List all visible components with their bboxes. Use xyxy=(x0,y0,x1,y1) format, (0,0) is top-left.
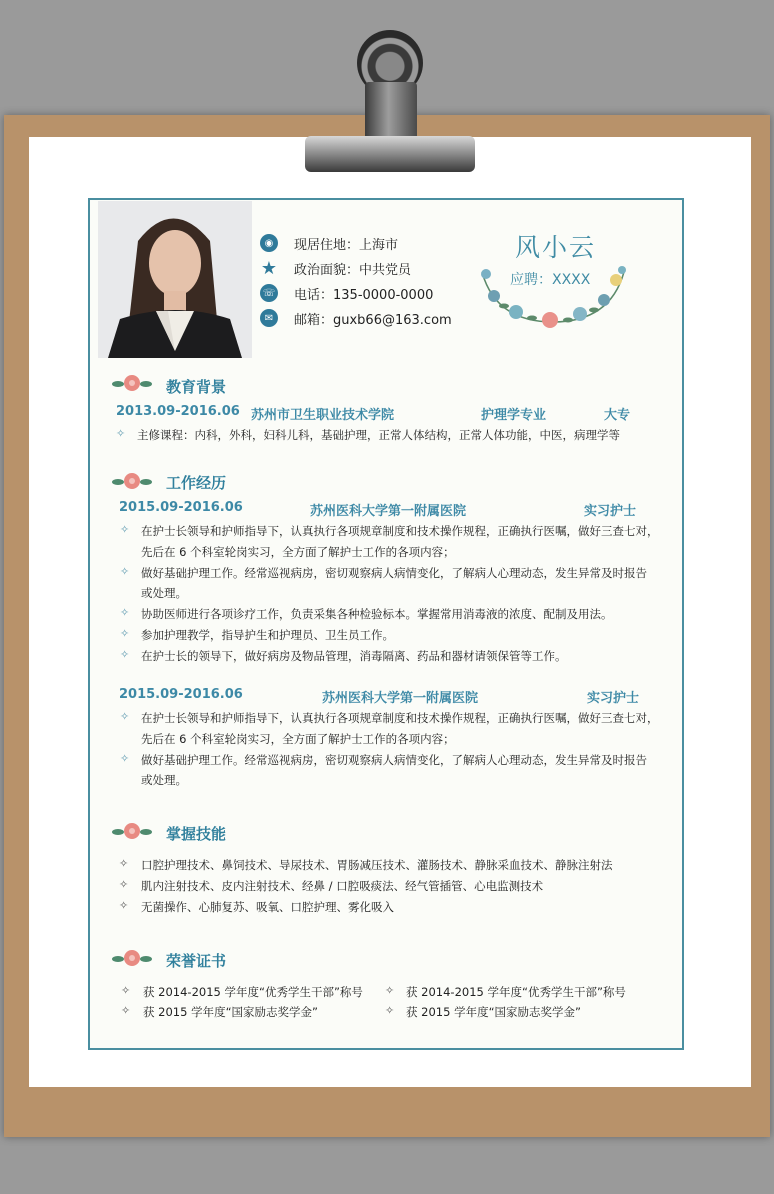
flower-icon xyxy=(112,372,152,394)
work-1-org: 苏州医科大学第一附属医院 xyxy=(310,504,467,519)
section-title-skills: 掌握技能 xyxy=(166,825,227,843)
bullet-icon: ✧ xyxy=(120,710,130,723)
bullet-icon: ✧ xyxy=(120,648,130,661)
bullet-icon: ✧ xyxy=(120,565,130,578)
skill-1: 口腔护理技术、鼻饲技术、导尿技术、胃肠减压技术、灌肠技术、静脉采血技术、静脉注射法 xyxy=(141,858,613,872)
politics-text: 政治面貌：中共党员 xyxy=(294,262,412,278)
edu-period: 2013.09-2016.06 xyxy=(116,404,240,419)
flower-icon xyxy=(112,820,152,842)
work-2-period: 2015.09-2016.06 xyxy=(119,687,243,702)
honor-2: 获 2014-2015 学年度“优秀学生干部”称号 xyxy=(406,985,626,999)
bullet-icon: ✧ xyxy=(385,984,395,997)
section-title-education: 教育背景 xyxy=(166,378,227,396)
work-1-line-4: 或处理。 xyxy=(141,586,187,600)
work-2-line-1: 在护士长领导和护师指导下，认真执行各项规章制度和技术操作规程，正确执行医嘱，做好三查七对， xyxy=(141,711,659,725)
work-1-line-5: 协助医师进行各项诊疗工作，负责采集各种检验标本。掌握常用消毒液的浓度、配制及用法。 xyxy=(141,607,613,621)
section-title-work: 工作经历 xyxy=(166,474,227,492)
work-1-line-1: 在护士长领导和护师指导下，认真执行各项规章制度和技术操作规程，正确执行医嘱，做好三查七对， xyxy=(141,524,659,538)
edu-school: 苏州市卫生职业技术学院 xyxy=(251,408,395,423)
work-2-line-2: 先后在 6 个科室轮岗实习，全方面了解护士工作的各项内容； xyxy=(141,732,455,746)
skill-3: 无菌操作、心肺复苏、吸氧、口腔护理、雾化吸入 xyxy=(141,900,394,914)
bullet-icon: ✧ xyxy=(120,606,130,619)
bullet-icon: ✧ xyxy=(120,627,130,640)
edu-degree: 大专 xyxy=(604,408,631,423)
phone-text: 电话：135-0000-0000 xyxy=(294,287,434,303)
bullet-icon: ✧ xyxy=(119,878,129,891)
honor-4: 获 2015 学年度“国家励志奖学金” xyxy=(406,1005,581,1019)
bullet-icon: ✧ xyxy=(385,1004,395,1017)
work-1-role: 实习护士 xyxy=(584,504,637,519)
residence-text: 现居住地：上海市 xyxy=(294,237,399,253)
edu-courses: 主修课程：内科，外科，妇科儿科，基础护理，正常人体结构，正常人体功能，中医，病理学等 xyxy=(137,428,620,442)
apply-position: 应聘：XXXX xyxy=(510,272,591,288)
info-phone xyxy=(260,283,433,303)
info-residence xyxy=(260,233,398,253)
location-icon: ◉ xyxy=(260,234,278,252)
work-1-line-7: 在护士长的领导下，做好病房及物品管理，消毒隔离、药品和器材请领保管等工作。 xyxy=(141,649,567,663)
info-email xyxy=(260,308,452,328)
honor-1: 获 2014-2015 学年度“优秀学生干部”称号 xyxy=(143,985,363,999)
email-text: 邮箱：guxb66@163.com xyxy=(294,312,452,328)
info-politics xyxy=(260,258,411,278)
profile-photo xyxy=(98,201,252,358)
section-title-honors: 荣誉证书 xyxy=(166,952,227,970)
clip-icon xyxy=(305,30,475,170)
mail-icon: ✉ xyxy=(260,309,278,327)
work-1-line-3: 做好基础护理工作。经常巡视病房，密切观察病人病情变化，了解病人心理动态，发生异常及时报告 xyxy=(141,566,647,580)
bullet-icon: ✧ xyxy=(119,899,129,912)
flower-wreath xyxy=(476,262,630,332)
bullet-icon: ✧ xyxy=(121,1004,131,1017)
work-2-org: 苏州医科大学第一附属医院 xyxy=(322,691,479,706)
edu-major: 护理学专业 xyxy=(481,408,547,423)
bullet-icon: ✧ xyxy=(120,523,130,536)
star-icon: ★ xyxy=(260,257,278,279)
honor-3: 获 2015 学年度“国家励志奖学金” xyxy=(143,1005,318,1019)
bullet-icon: ✧ xyxy=(121,984,131,997)
work-2-line-4: 或处理。 xyxy=(141,773,187,787)
flower-icon xyxy=(112,947,152,969)
skill-2: 肌内注射技术、皮内注射技术、经鼻 / 口腔吸痰法、经气管插管、心电监测技术 xyxy=(141,879,544,893)
work-2-role: 实习护士 xyxy=(587,691,640,706)
bullet-icon: ✧ xyxy=(116,427,126,440)
work-1-period: 2015.09-2016.06 xyxy=(119,500,243,515)
phone-icon: ☏ xyxy=(260,284,278,302)
bullet-icon: ✧ xyxy=(120,752,130,765)
work-1-line-2: 先后在 6 个科室轮岗实习，全方面了解护士工作的各项内容； xyxy=(141,545,455,559)
candidate-name: 风小云 xyxy=(515,233,597,262)
flower-icon xyxy=(112,470,152,492)
work-2-line-3: 做好基础护理工作。经常巡视病房，密切观察病人病情变化，了解病人心理动态，发生异常及时报告 xyxy=(141,753,647,767)
work-1-line-6: 参加护理教学，指导护生和护理员、卫生员工作。 xyxy=(141,628,394,642)
bullet-icon: ✧ xyxy=(119,857,129,870)
